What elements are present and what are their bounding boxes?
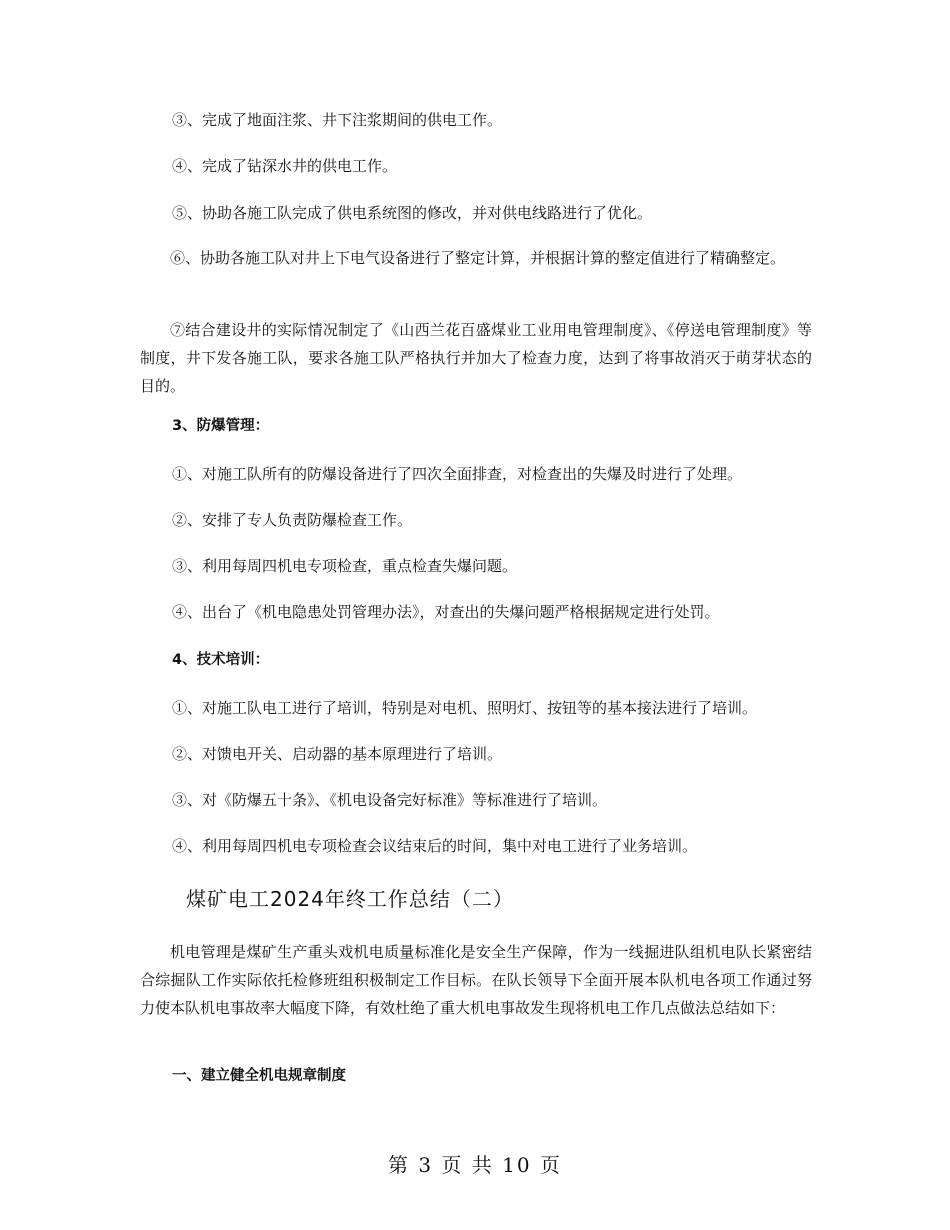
explosion-item-2: ②、安排了专人负责防爆检查工作。	[172, 511, 413, 529]
paragraph-item-6-setting-calc: ⑥、协助各施工队对井上下电气设备进行了整定计算，并根据计算的整定值进行了精确整定。	[170, 249, 786, 267]
training-item-1: ①、对施工队电工进行了培训，特别是对电机、照明灯、按钮等的基本接法进行了培训。	[172, 699, 758, 717]
heading-explosion-management: 3、防爆管理：	[172, 418, 270, 434]
paragraph-item-3-grouting: ③、完成了地面注浆、井下注浆期间的供电工作。	[172, 111, 503, 129]
training-item-4: ④、利用每周四机电专项检查会议结束后的时间，集中对电工进行了业务培训。	[172, 837, 698, 855]
intro-paragraph: 机电管理是煤矿生产重头戏机电质量标准化是安全生产保障，作为一线掘进队组机电队长紧密结合综掘队工作实际依托检修班组积极制定工作目标。在队长领导下全面开展本队机电各项工作通过努力使本队机电事故率大幅度下降，有效杜绝了重大机电事故发生现将机电工作几点做法总结如下：	[140, 943, 812, 1017]
explosion-item-1: ①、对施工队所有的防爆设备进行了四次全面排查，对检查出的失爆及时进行了处理。	[172, 465, 743, 483]
heading-technical-training: 4、技术培训：	[172, 652, 270, 668]
paragraph-item-7-regulations: ⑦结合建设井的实际情况制定了《山西兰花百盛煤业工业用电管理制度》、《停送电管理制度》等制度，井下发各施工队，要求各施工队严格执行并加大了检查力度，达到了将事故消灭于萌芽状态的目的。	[140, 321, 812, 395]
page-number-footer: 第 3 页 共 10 页	[388, 1153, 562, 1177]
explosion-item-4: ④、出台了《机电隐患处罚管理办法》，对查出的失爆问题严格根据规定进行处罚。	[172, 603, 720, 621]
heading-rules-system: 一、建立健全机电规章制度	[172, 1068, 346, 1084]
section-title: 煤矿电工2024年终工作总结（二）	[186, 887, 514, 911]
explosion-item-3: ③、利用每周四机电专项检查，重点检查失爆问题。	[172, 557, 518, 575]
training-item-2: ②、对馈电开关、启动器的基本原理进行了培训。	[172, 745, 503, 763]
training-item-3: ③、对《防爆五十条》、《机电设备完好标准》等标准进行了培训。	[172, 791, 608, 809]
paragraph-item-5-system-diagram: ⑤、协助各施工队完成了供电系统图的修改，并对供电线路进行了优化。	[172, 204, 653, 222]
paragraph-item-4-deep-well: ④、完成了钻深水井的供电工作。	[172, 157, 398, 175]
